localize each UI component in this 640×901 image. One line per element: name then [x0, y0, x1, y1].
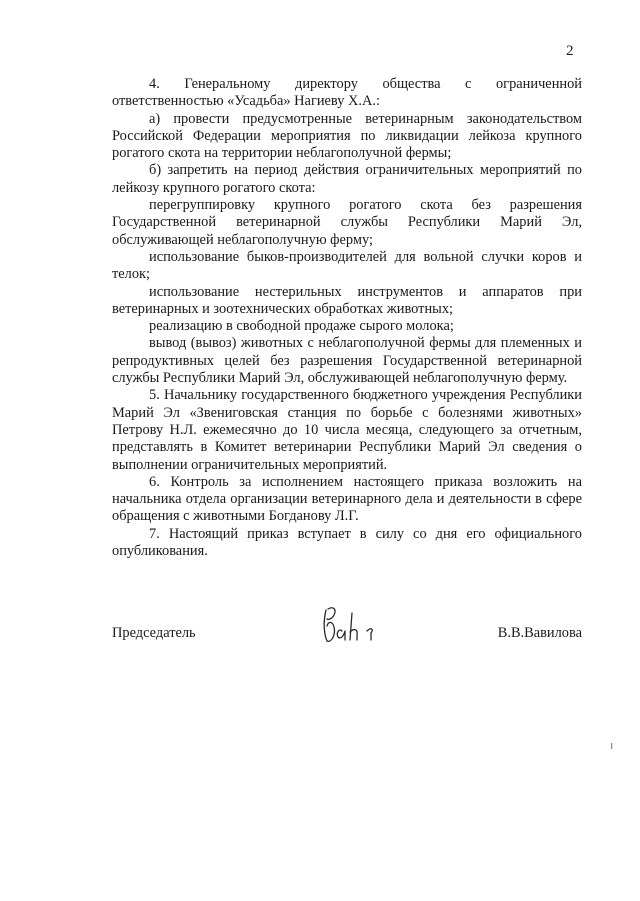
paragraph-4a: а) провести предусмотренные ветеринарным законодательством Российской Федерации мероприятия по ликвидации лейкоза крупного рогатого скота на территории неблагополучной фермы;: [112, 110, 582, 162]
paragraph-4b-item-removal: вывод (вывоз) животных с неблагополучной фермы для племенных и репродуктивных целей без разрешения Государственной ветеринарной службы Республики Марий Эл, обслуживающей неблагополучную ферму.: [112, 335, 582, 387]
paragraph-4b-item-milk: реализацию в свободной продаже сырого молока;: [149, 318, 454, 335]
paragraph-4b: б) запретить на период действия ограничительных мероприятий по лейкозу крупного рогатого скота:: [112, 162, 582, 196]
scan-artifact: [609, 742, 615, 750]
document-body: [112, 76, 582, 560]
paragraph-4b-item-bulls: использование быков-производителей для вольной случки коров и телок;: [112, 248, 582, 283]
paragraph-5: 5. Начальнику государственного бюджетного учреждения Республики Марий Эл «Звениговская станция по борьбе с болезнями животных» Петрову Н.Л. ежемесячно до 10 числа месяца, следующего за отчетным, представлять в Комитет ветеринарии Республики Марий Эл сведения о выполнении ограничительных мероприятий.: [112, 387, 582, 473]
paragraph-6: 6. Контроль за исполнением настоящего приказа возложить на начальника отдела организации ветеринарного дела и деятельности в сфере обращения с животными Богданову Л.Г.: [112, 473, 582, 525]
paragraph-4b-item-instruments: использование нестерильных инструментов и аппаратов при ветеринарных и зоотехнических обработках животных;: [112, 283, 582, 317]
paragraph-4: 4. Генеральному директору общества с ограниченной ответственностью «Усадьба» Нагиеву Х.А.:: [112, 76, 582, 110]
page-number: 2: [566, 43, 574, 59]
paragraph-4b-item-regrouping: перегруппировку крупного рогатого скота без разрешения Государственной ветеринарной службы Республики Марий Эл, обслуживающей неблагополучную ферму;: [112, 197, 582, 248]
paragraph-7: 7. Настоящий приказ вступает в силу со дня его официального опубликования.: [112, 525, 582, 560]
handwritten-signature: [318, 600, 398, 650]
signatory-title: Председатель: [112, 625, 196, 641]
signatory-name: В.В.Вавилова: [497, 625, 582, 641]
